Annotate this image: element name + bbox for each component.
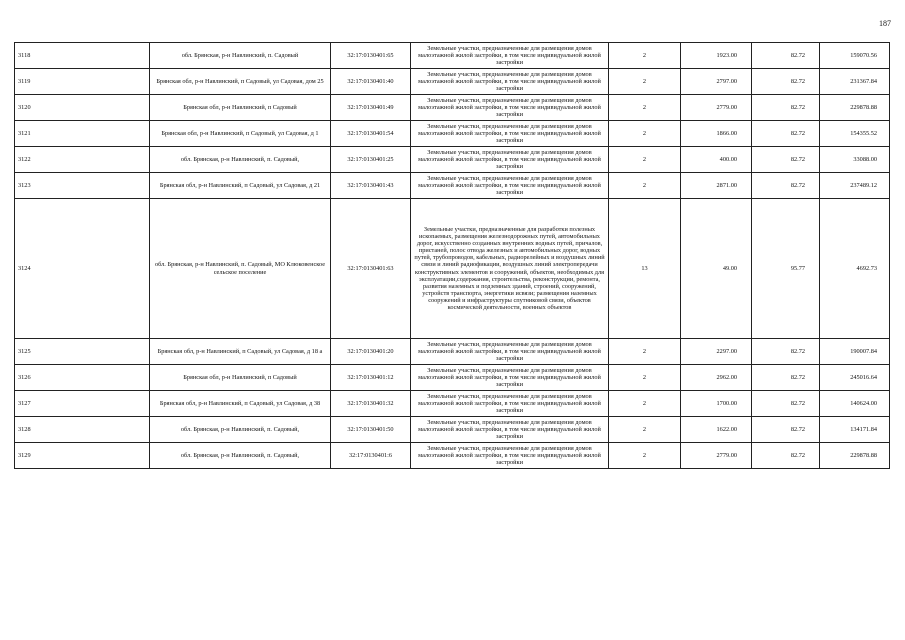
unit-value-cell: 82.72 — [752, 391, 820, 417]
land-use-cell: Земельные участки, предназначенные для размещения домов малоэтажной жилой застройки, в том числе индивидуальной жилой застройки — [411, 43, 609, 69]
land-use-cell: Земельные участки, предназначенные для размещения домов малоэтажной жилой застройки, в том числе индивидуальной жилой застройки — [411, 121, 609, 147]
table-row — [15, 391, 890, 417]
unit-value-cell: 82.72 — [752, 365, 820, 391]
address-cell: обл. Брянская, р-н Навлинский, п. Садовый — [150, 43, 331, 69]
group-cell: 2 — [609, 43, 681, 69]
address-cell: обл. Брянская, р-н Навлинский, п. Садовый, — [150, 443, 331, 469]
cadastral-value-cell: 154355.52 — [820, 121, 890, 147]
cadastral-number-cell: 32:17:0130401:63 — [331, 199, 411, 339]
cadastral-number-cell: 32:17:0130401:50 — [331, 417, 411, 443]
unit-value-cell: 82.72 — [752, 69, 820, 95]
address-cell: обл. Брянская, р-н Навлинский, п. Садовый, — [150, 417, 331, 443]
cadastral-value-cell: 245016.64 — [820, 365, 890, 391]
cadastral-number-cell: 32:17:0130401:25 — [331, 147, 411, 173]
address-cell: обл. Брянская, р-н Навлинский, п. Садовый, — [150, 147, 331, 173]
unit-value-cell: 82.72 — [752, 43, 820, 69]
row-number: 3121 — [15, 121, 150, 147]
group-cell: 2 — [609, 417, 681, 443]
land-use-cell: Земельные участки, предназначенные для размещения домов малоэтажной жилой застройки, в том числе индивидуальной жилой застройки — [411, 95, 609, 121]
cadastral-value-cell: 4692.73 — [820, 199, 890, 339]
cadastral-number-cell: 32:17:0130401:49 — [331, 95, 411, 121]
table-row — [15, 339, 890, 365]
area-cell: 1923.00 — [681, 43, 752, 69]
address-cell: обл. Брянская, р-н Навлинский, п. Садовый, МО Клюковенское сельское поселение — [150, 199, 331, 339]
group-cell: 2 — [609, 121, 681, 147]
unit-value-cell: 95.77 — [752, 199, 820, 339]
area-cell: 2871.00 — [681, 173, 752, 199]
table-row — [15, 173, 890, 199]
land-use-cell: Земельные участки, предназначенные для размещения домов малоэтажной жилой застройки, в том числе индивидуальной жилой застройки — [411, 365, 609, 391]
row-number: 3119 — [15, 69, 150, 95]
land-use-cell: Земельные участки, предназначенные для размещения домов малоэтажной жилой застройки, в том числе индивидуальной жилой застройки — [411, 417, 609, 443]
table-row — [15, 199, 890, 339]
group-cell: 2 — [609, 147, 681, 173]
group-cell: 2 — [609, 69, 681, 95]
unit-value-cell: 82.72 — [752, 121, 820, 147]
cadastral-value-cell: 33088.00 — [820, 147, 890, 173]
cadastral-number-cell: 32:17:0130401:32 — [331, 391, 411, 417]
land-use-cell: Земельные участки, предназначенные для размещения домов малоэтажной жилой застройки, в том числе индивидуальной жилой застройки — [411, 147, 609, 173]
cadastral-value-cell: 229878.88 — [820, 95, 890, 121]
table-row — [15, 365, 890, 391]
land-use-cell: Земельные участки, предназначенные для размещения домов малоэтажной жилой застройки, в том числе индивидуальной жилой застройки — [411, 443, 609, 469]
cadastral-value-cell: 134171.84 — [820, 417, 890, 443]
table-row — [15, 43, 890, 69]
table-row — [15, 417, 890, 443]
address-cell: Брянская обл, р-н Навлинский, п Садовый, ул Садовая, д 1 — [150, 121, 331, 147]
row-number: 3122 — [15, 147, 150, 173]
cadastral-value-cell: 231367.84 — [820, 69, 890, 95]
row-number: 3118 — [15, 43, 150, 69]
area-cell: 1622.00 — [681, 417, 752, 443]
table-row — [15, 121, 890, 147]
row-number: 3123 — [15, 173, 150, 199]
group-cell: 2 — [609, 391, 681, 417]
unit-value-cell: 82.72 — [752, 339, 820, 365]
unit-value-cell: 82.72 — [752, 443, 820, 469]
table-row — [15, 147, 890, 173]
table-row — [15, 95, 890, 121]
cadastral-number-cell: 32:17:0130401:54 — [331, 121, 411, 147]
table-row — [15, 69, 890, 95]
area-cell: 49.00 — [681, 199, 752, 339]
group-cell: 2 — [609, 95, 681, 121]
land-use-cell: Земельные участки, предназначенные для размещения домов малоэтажной жилой застройки, в том числе индивидуальной жилой застройки — [411, 173, 609, 199]
row-number: 3128 — [15, 417, 150, 443]
group-cell: 13 — [609, 199, 681, 339]
unit-value-cell: 82.72 — [752, 417, 820, 443]
group-cell: 2 — [609, 443, 681, 469]
row-number: 3124 — [15, 199, 150, 339]
cadastral-value-cell: 229878.88 — [820, 443, 890, 469]
address-cell: Брянская обл, р-н Навлинский, п Садовый, ул Садовая, д 21 — [150, 173, 331, 199]
area-cell: 2297.00 — [681, 339, 752, 365]
area-cell: 1700.00 — [681, 391, 752, 417]
page-number: 187 — [879, 19, 891, 28]
group-cell: 2 — [609, 173, 681, 199]
area-cell: 2779.00 — [681, 443, 752, 469]
cadastral-value-cell: 159070.56 — [820, 43, 890, 69]
table-row — [15, 443, 890, 469]
group-cell: 2 — [609, 365, 681, 391]
unit-value-cell: 82.72 — [752, 95, 820, 121]
area-cell: 2962.00 — [681, 365, 752, 391]
land-use-cell: Земельные участки, предназначенные для размещения домов малоэтажной жилой застройки, в том числе индивидуальной жилой застройки — [411, 391, 609, 417]
row-number: 3125 — [15, 339, 150, 365]
address-cell: Брянская обл, р-н Навлинский, п Садовый, ул Садовая, д 38 — [150, 391, 331, 417]
land-registry-table — [14, 42, 890, 469]
unit-value-cell: 82.72 — [752, 173, 820, 199]
cadastral-number-cell: 32:17:0130401:40 — [331, 69, 411, 95]
area-cell: 400.00 — [681, 147, 752, 173]
cadastral-value-cell: 237489.12 — [820, 173, 890, 199]
row-number: 3126 — [15, 365, 150, 391]
group-cell: 2 — [609, 339, 681, 365]
row-number: 3120 — [15, 95, 150, 121]
unit-value-cell: 82.72 — [752, 147, 820, 173]
cadastral-number-cell: 32:17:0130401:20 — [331, 339, 411, 365]
address-cell: Брянская обл, р-н Навлинский, п Садовый — [150, 365, 331, 391]
cadastral-number-cell: 32:17:0130401:6 — [331, 443, 411, 469]
cadastral-number-cell: 32:17:0130401:12 — [331, 365, 411, 391]
cadastral-value-cell: 190007.84 — [820, 339, 890, 365]
row-number: 3127 — [15, 391, 150, 417]
cadastral-value-cell: 140624.00 — [820, 391, 890, 417]
cadastral-number-cell: 32:17:0130401:43 — [331, 173, 411, 199]
land-use-cell: Земельные участки, предназначенные для размещения домов малоэтажной жилой застройки, в том числе индивидуальной жилой застройки — [411, 339, 609, 365]
land-use-cell: Земельные участки, предназначенные для разработки полезных ископаемых, размещения железнодорожных путей, автомобильных дорог, искусственно созданных внутренних водных путей, причалов, пристаней, полос отвода железных и автомобильных дорог, водных путей, трубопроводов, кабельных, радиорелейных и воздушных линий связи и линий радиофикации, воздушных линий электропередачи конструктивных элементов и сооружений, объектов, необходимых для эксплуатации,содержания, строительства, реконструкции, ремонта, развития наземных и подземных зданий, строений, сооружений, устройств транспорта, энергетики исвязи; размещения наземных сооружений и инфраструктуры спутниковой связи, объектов космической деятельности, военных объектов — [411, 199, 609, 339]
address-cell: Брянская обл, р-н Навлинский, п Садовый — [150, 95, 331, 121]
land-use-cell: Земельные участки, предназначенные для размещения домов малоэтажной жилой застройки, в том числе индивидуальной жилой застройки — [411, 69, 609, 95]
area-cell: 2797.00 — [681, 69, 752, 95]
address-cell: Брянская обл, р-н Навлинский, п Садовый, ул Садовая, дом 25 — [150, 69, 331, 95]
area-cell: 2779.00 — [681, 95, 752, 121]
cadastral-number-cell: 32:17:0130401:65 — [331, 43, 411, 69]
area-cell: 1866.00 — [681, 121, 752, 147]
row-number: 3129 — [15, 443, 150, 469]
address-cell: Брянская обл, р-н Навлинский, п Садовый, ул Садовая, д 18 а — [150, 339, 331, 365]
